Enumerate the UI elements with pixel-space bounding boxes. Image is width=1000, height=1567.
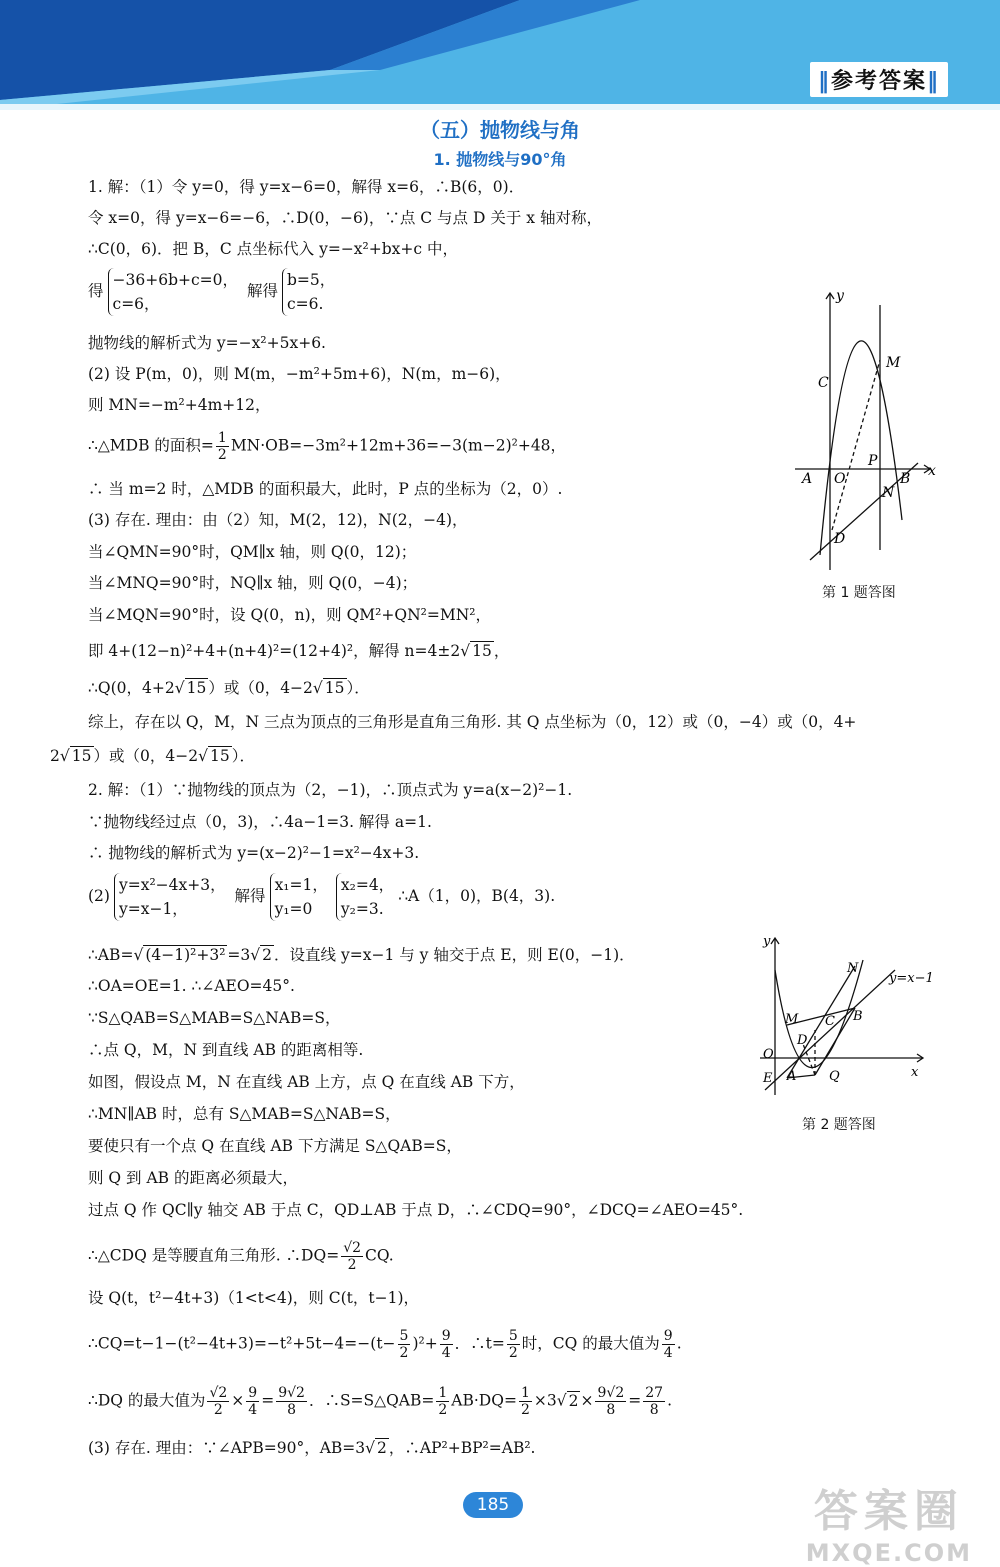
- text-line: ∴OA=OE=1. ∴∠AEO=45°.: [88, 977, 295, 995]
- text-line: ∵抛物线经过点（0，3)，∴4a−1=3. 解得 a=1.: [88, 813, 432, 831]
- text-line: 要使只有一个点 Q 在直线 AB 下方满足 S△QAB=S，: [88, 1137, 462, 1155]
- fig2-label-line: y=x−1: [889, 971, 934, 986]
- cdq-line: ∴△CDQ 是等腰直角三角形. ∴DQ= $\frac{√2}{2}$ CQ.: [88, 1240, 394, 1273]
- fig2-label-a: A: [787, 1069, 797, 1084]
- fig2-label-n: N: [847, 961, 859, 976]
- text-line: (2) 设 P(m，0)，则 M(m，−m²+5m+6)，N(m，m−6)，: [88, 365, 511, 383]
- summary-line: 综上，存在以 Q，M，N 三点为顶点的三角形是直角三角形. 其 Q 点坐标为（0，12）或（0，−4）或（0，4+: [88, 713, 857, 731]
- text-line: 抛物线的解析式为 y=−x²+5x+6.: [88, 334, 326, 352]
- text-line: 当∠MQN=90°时，设 Q(0，n)，则 QM²+QN²=MN²，: [88, 606, 491, 624]
- fig1-label-b: B: [900, 471, 911, 487]
- text-line: 2. 解：（1）∵抛物线的顶点为（2，−1)，∴顶点式为 y=a(x−2)²−1.: [88, 781, 573, 799]
- text-line: 设 Q(t，t²−4t+3)（1<t<4)，则 C(t，t−1)，: [88, 1289, 419, 1307]
- text-line: 则 MN=−m²+4m+12，: [88, 396, 271, 414]
- text-line: 当∠QMN=90°时，QM∥x 轴，则 Q(0，12)；: [88, 543, 417, 561]
- watermark: 答案圈 MXQE.COM: [805, 1486, 972, 1567]
- text-line: (3) 存在. 理由：由（2）知，M(2，12)，N(2，−4)，: [88, 511, 468, 529]
- q-result-line: ∴Q(0，4+2√ 15 ）或（0，4−2√ 15 ）．: [88, 679, 370, 697]
- figure-1-caption: 第 1 题答图: [822, 585, 896, 601]
- figure-2-caption: 第 2 题答图: [802, 1117, 876, 1133]
- summary-continuation: 2√ 15 ）或（0，4−2√ 15 ）．: [50, 747, 255, 765]
- page-number: 185: [463, 1492, 523, 1518]
- fig2-label-b: B: [853, 1009, 863, 1024]
- text-line: 令 x=0，得 y=x−6=−6，∴D(0，−6)，∵点 C 与点 D 关于 x 轴对称，: [88, 209, 602, 227]
- last-line: (3) 存在. 理由：∵∠APB=90°，AB=3√ 2 ，∴AP²+BP²=AB².: [88, 1439, 536, 1457]
- text-line: ∴MN∥AB 时，总有 S△MAB=S△NAB=S，: [88, 1105, 401, 1123]
- solve-n-line: 即 4+(12−n)²+4+(n+4)²=(12+4)²，解得 n=4±2√ 15 ，: [88, 642, 510, 660]
- fig1-label-c: C: [818, 375, 829, 391]
- fig2-label-d: D: [797, 1033, 808, 1048]
- cq-max-line: ∴CQ=t−1−(t²−4t+3)=−t²+5t−4=−(t− $\frac{5}{2}$ )²+ $\frac{9}{4}$ ．∴t= $\frac{5}{2}$ 时，CQ 的最大值为 $\frac{9}{4}$ .: [88, 1328, 682, 1361]
- subsection-title: 1. 抛物线与90°角: [433, 150, 567, 169]
- text-line: ∴C(0，6)．把 B，C 点坐标代入 y=−x²+bx+c 中，: [88, 240, 459, 258]
- text-line: 当∠MNQ=90°时，NQ∥x 轴，则 Q(0，−4)；: [88, 574, 418, 592]
- area-formula-line: ∴△MDB 的面积= $\frac{1}{2}$ MN·OB=−3m²+12m+36=−3(m−2)²+48，: [88, 430, 567, 463]
- fig1-label-m: M: [886, 355, 901, 371]
- answer-tag: ‖参考答案‖: [810, 62, 948, 97]
- text-line: 如图，假设点 M，N 在直线 AB 上方，点 Q 在直线 AB 下方，: [88, 1073, 525, 1091]
- text-line: 则 Q 到 AB 的距离必须最大，: [88, 1169, 299, 1187]
- equation-system-2: (2) y=x²−4x+3， y=x−1， 解得 x₁=1， y₁=0 x₂=4， y₂=3. ∴A（1，0)，B(4，3).: [88, 873, 555, 921]
- fig2-label-e: E: [763, 1071, 773, 1086]
- fig2-label-o: O: [763, 1047, 774, 1062]
- text-line: 1. 解：（1）令 y=0，得 y=x−6=0，解得 x=6，∴B(6，0)．: [88, 178, 525, 196]
- fig2-label-c: C: [825, 1014, 835, 1029]
- dq-max-line: ∴DQ 的最大值为 $\frac{√2}{2}$ × $\frac{9}{4}$ = $\frac{9√2}{8}$ ．∴S=S△QAB= $\frac{1}{2}$ AB·DQ= $\frac{1}{2}$ ×3√ 2 × $\frac{9√2}{8}$ = $\frac{27}{8}$ .: [88, 1385, 672, 1418]
- figure-1: [790, 285, 940, 575]
- fig2-label-y: y: [763, 934, 771, 949]
- fig1-label-x: x: [928, 463, 936, 479]
- text-line: 过点 Q 作 QC∥y 轴交 AB 于点 C，QD⊥AB 于点 D，∴∠CDQ=90°，∠DCQ=∠AEO=45°.: [88, 1201, 744, 1219]
- fig1-label-n: N: [882, 485, 895, 501]
- text-line: ∴ 当 m=2 时，△MDB 的面积最大，此时，P 点的坐标为（2，0）.: [88, 480, 563, 498]
- text-line: ∴点 Q，M，N 到直线 AB 的距离相等.: [88, 1041, 364, 1059]
- fig2-label-m: M: [785, 1012, 799, 1027]
- fig2-label-x: x: [911, 1065, 919, 1080]
- fig1-label-y: y: [836, 288, 844, 304]
- figure-2: [755, 930, 945, 1100]
- fig1-label-o: O: [834, 471, 846, 487]
- section-title: （五）抛物线与角: [420, 118, 580, 142]
- equation-system-1: 得 −36+6b+c=0， c=6， 解得 b=5， c=6.: [88, 268, 339, 316]
- fig1-label-a: A: [802, 471, 813, 487]
- fig1-label-d: D: [834, 531, 846, 547]
- ab-length-line: ∴AB=√ (4−1)²+3² =3√ 2 ．设直线 y=x−1 与 y 轴交于点 E，则 E(0，−1)．: [88, 946, 635, 964]
- text-line: ∵S△QAB=S△MAB=S△NAB=S，: [88, 1009, 341, 1027]
- fig2-label-q: Q: [829, 1069, 840, 1084]
- fig1-label-p: P: [868, 453, 878, 469]
- text-line: ∴ 抛物线的解析式为 y=(x−2)²−1=x²−4x+3.: [88, 844, 420, 862]
